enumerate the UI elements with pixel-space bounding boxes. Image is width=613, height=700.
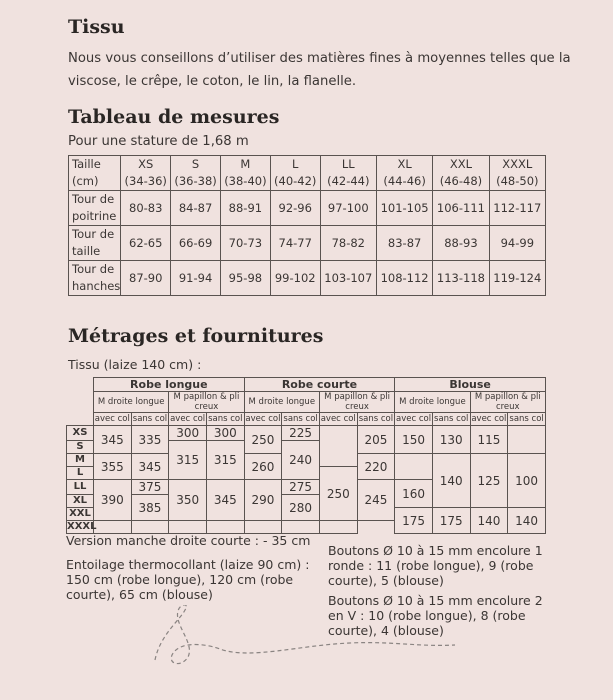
yardage-cell: 240 [282,441,320,480]
subgroup-m-papillon: M papillon & pli creux [319,392,394,413]
col-sans-col: sans col [208,414,243,424]
yardage-cell [169,521,207,534]
measure-cell: 119-124 [489,261,545,296]
manche-note: Version manche droite courte : - 35 cm [66,533,311,548]
col-sans-col: sans col [358,414,394,424]
yardage-cell: 140 [432,454,470,508]
yardage-cell [508,426,546,454]
size-range: (48-50) [496,174,539,188]
size-name: XXL [449,157,473,171]
yardage-cell: 300 [206,426,244,441]
size-label: XS [67,426,94,441]
yardage-cell: 160 [395,480,433,508]
col-header-row [67,413,546,426]
measure-label [69,191,121,226]
measure-cell: 103-107 [320,261,376,296]
yardage-cell [131,521,169,534]
measure-row-taille [69,226,546,261]
size-name: XXXL [502,157,533,171]
entoilage-note: Entoilage thermocollant (laize 90 cm) : 150 cm (robe longue), 120 cm (robe courte), 65 cm (blouse) [66,557,310,602]
size-range: (38-40) [224,174,267,188]
yardage-cell: 300 [169,426,207,441]
size-table [68,155,546,296]
measure-cell: 91-94 [171,261,221,296]
col-sans-col: sans col [132,414,168,424]
yardage-cell [244,521,282,534]
label-line: hanches [72,279,121,293]
yardage-cell: 315 [169,441,207,480]
boutons-note-1: Boutons Ø 10 à 15 mm encolure 1 ronde : 11 (robe longue), 9 (robe courte), 5 (blouse) [328,543,543,588]
measure-cell: 108-112 [376,261,432,296]
yardage-cell: 260 [244,454,282,480]
yardage-table [66,377,546,534]
measure-cell: 80-83 [121,191,171,226]
group-robe-courte: Robe courte [244,378,395,392]
size-range: (40-42) [274,174,317,188]
yardage-cell: 275 [282,480,320,495]
yardage-cell: 175 [432,508,470,534]
size-range: (46-48) [439,174,483,188]
measure-row-poitrine [69,191,546,226]
col-avec-col: avec col [396,414,432,424]
tissu-laize-note: Tissu (laize 140 cm) : [68,357,202,372]
subgroup-m-droite: M droite longue [244,392,319,413]
label-line: Tour de [72,262,115,276]
size-label: LL [67,480,94,495]
subgroup-m-papillon: M papillon & pli creux [169,392,244,413]
size-name: XS [138,157,154,171]
size-header-label [69,156,121,191]
yardage-cell: 355 [94,454,132,480]
subgroup-m-droite: M droite longue [94,392,169,413]
yardage-cell: 385 [131,495,169,521]
col-avec-col: avec col [170,414,206,424]
yardage-cell: 205 [357,426,395,454]
yardage-cell: 245 [357,480,395,521]
empty-corner [67,378,94,392]
measure-cell: 99-102 [270,261,320,296]
yardage-cell [319,426,357,467]
subgroup-m-droite: M droite longue [395,392,470,413]
col-avec-col: avec col [320,414,356,424]
size-header-cell [433,156,489,191]
yardage-cell: 315 [206,441,244,480]
empty-corner [67,413,94,426]
measure-row-hanches [69,261,546,296]
size-label: L [67,467,94,480]
size-range: (44-46) [383,174,426,188]
col-avec-col: avec col [245,414,281,424]
measure-cell: 62-65 [121,226,171,261]
yardage-cell: 250 [319,467,357,521]
size-header-cell [121,156,171,191]
section-title-tissu: Tissu [68,16,125,38]
size-range: (42-44) [327,174,370,188]
measure-cell: 70-73 [220,226,270,261]
col-avec-col: avec col [94,414,130,424]
yardage-cell: 335 [131,426,169,454]
yardage-cell: 390 [94,480,132,521]
label-line: Taille [72,157,101,171]
size-name: XL [397,157,412,171]
measure-cell: 106-111 [433,191,489,226]
size-label: M [67,454,94,467]
size-label: XXXL [67,521,97,532]
measure-label [69,226,121,261]
size-label: XXL [67,508,94,521]
measure-cell: 84-87 [171,191,221,226]
yardage-cell [94,521,132,534]
label-line: (cm) [72,174,99,188]
measure-cell: 113-118 [433,261,489,296]
label-line: Tour de [72,227,115,241]
size-range: (36-38) [174,174,217,188]
group-robe-longue: Robe longue [94,378,245,392]
size-label: XL [67,495,94,508]
size-name: M [240,157,251,171]
size-header-cell [320,156,376,191]
yardage-cell: 150 [395,426,433,454]
section-title-tableau: Tableau de mesures [68,106,280,128]
size-name: LL [341,157,355,171]
yardage-cell: 250 [244,426,282,454]
yardage-cell [319,521,357,534]
empty-corner [67,392,94,413]
yardage-cell: 345 [206,480,244,521]
size-header-cell [489,156,545,191]
table-row [67,426,546,441]
yardage-cell: 175 [395,508,433,534]
yardage-cell: 345 [131,454,169,480]
yardage-cell: 375 [131,480,169,495]
col-avec-col: avec col [471,414,507,424]
label-line: taille [72,244,101,258]
label-line: poitrine [72,209,117,223]
yardage-cell: 350 [169,480,207,521]
measure-cell: 88-93 [433,226,489,261]
measure-cell: 83-87 [376,226,432,261]
col-sans-col: sans col [283,414,318,424]
measure-cell: 74-77 [270,226,320,261]
section-title-metrages: Métrages et fournitures [68,325,324,347]
measure-cell: 92-96 [270,191,320,226]
yardage-cell: 280 [282,495,320,521]
size-name: L [292,157,299,171]
measure-cell: 66-69 [171,226,221,261]
measure-cell: 95-98 [220,261,270,296]
yardage-cell: 140 [470,508,508,534]
col-sans-col: sans col [434,414,469,424]
measure-cell: 97-100 [320,191,376,226]
boutons-note-2: Boutons Ø 10 à 15 mm encolure 2 en V : 10 (robe longue), 8 (robe courte), 4 (blouse) [328,593,543,638]
yardage-cell: 220 [357,454,395,480]
col-sans-col: sans col [509,414,544,424]
yardage-cell [395,454,433,480]
measure-cell: 87-90 [121,261,171,296]
yardage-cell [282,521,320,534]
measure-label [69,261,121,296]
yardage-cell: 140 [508,508,546,534]
size-range: (34-36) [124,174,167,188]
measure-cell: 112-117 [489,191,545,226]
yardage-cell: 290 [244,480,282,521]
label-line: Tour de [72,192,115,206]
subgroup-header-row [67,392,546,413]
size-label: S [67,441,94,454]
size-header-cell [220,156,270,191]
yardage-cell: 130 [432,426,470,454]
subgroup-m-papillon: M papillon & pli creux [470,392,545,413]
group-blouse: Blouse [395,378,546,392]
dashed-thread-decoration [150,605,460,675]
measure-cell: 94-99 [489,226,545,261]
size-name: S [191,157,200,171]
tissu-description: Nous vous conseillons d’utiliser des matières fines à moyennes telles que la viscose, le crêpe, le coton, le lin, la flanelle. [68,51,571,89]
yardage-cell [206,521,244,534]
yardage-cell: 225 [282,426,320,441]
yardage-cell: 125 [470,454,508,508]
measure-cell: 88-91 [220,191,270,226]
size-header-cell [270,156,320,191]
yardage-cell: 345 [94,426,132,454]
group-header-row [67,378,546,392]
stature-note: Pour une stature de 1,68 m [68,134,249,149]
size-header-cell [171,156,221,191]
size-header-cell [376,156,432,191]
measure-cell: 78-82 [320,226,376,261]
yardage-cell: 115 [470,426,508,454]
measure-cell: 101-105 [376,191,432,226]
size-header-row [69,156,546,191]
yardage-cell: 100 [508,454,546,508]
